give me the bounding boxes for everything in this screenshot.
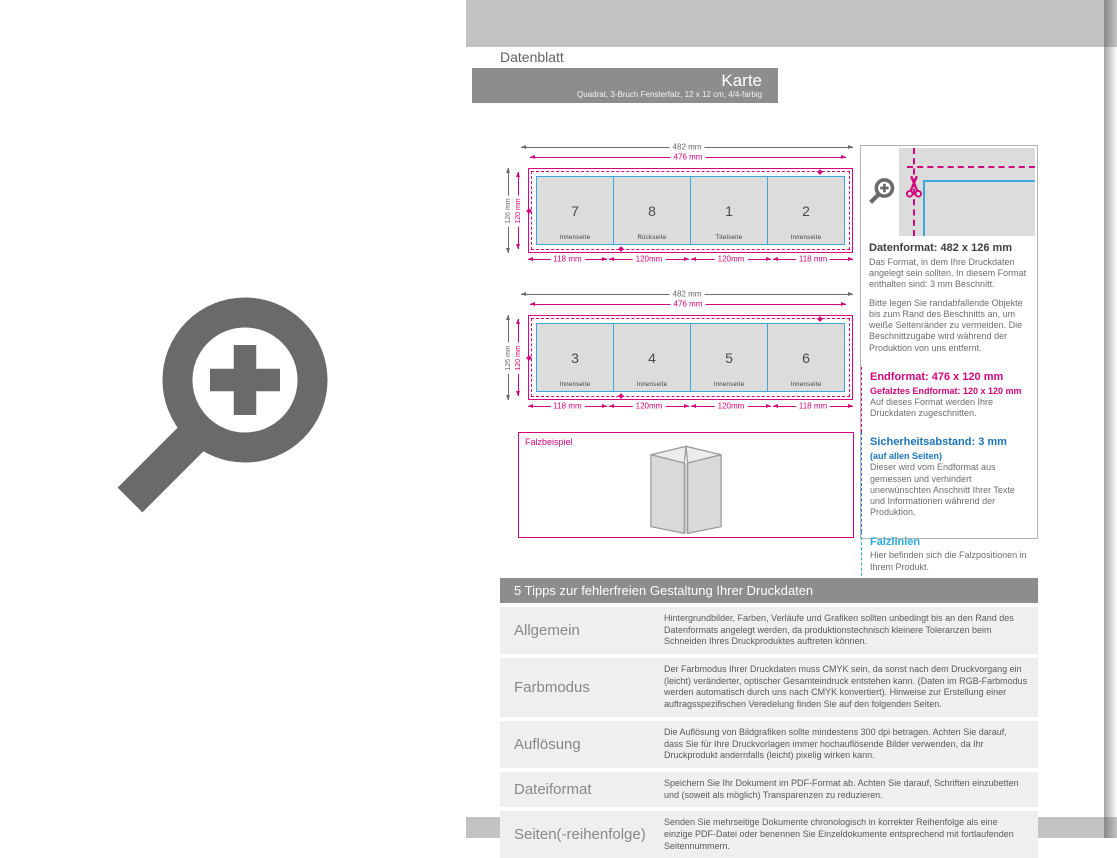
panel-4: [613, 324, 690, 391]
panel-number: 1: [725, 202, 733, 219]
dim-end-height-label: 120 mm: [515, 342, 523, 373]
sicherheitsabstand-subtitle: (auf allen Seiten): [870, 451, 943, 461]
section-datenformat: [861, 238, 1037, 367]
panel-6: [767, 324, 844, 391]
dim-panel-1: [528, 401, 607, 411]
panel-number: 8: [648, 202, 656, 219]
sheet-outline: [528, 168, 853, 253]
endformat-body: Auf dieses Format werden Ihre Druckdaten zugeschnitten.: [870, 396, 994, 418]
section-sicherheitsabstand: [861, 432, 1037, 531]
datenformat-title: Datenformat: 482 x 126 mm: [869, 242, 1013, 254]
dim-panel-4: [773, 401, 853, 411]
tips-section: [500, 578, 1038, 858]
panel-number: 2: [802, 202, 810, 219]
tip-text: Speichern Sie Ihr Dokument im PDF-Format ab. Achten Sie darauf, Schriften einzubetten und (soweit als möglich) Transparenzen zu reduzieren.: [664, 777, 1019, 800]
tip-row-allgemein: [500, 607, 1038, 654]
tip-label: Seiten(-reihenfolge): [514, 826, 646, 844]
safety-area: [536, 176, 845, 245]
endformat-subtitle: Gefalztes Endformat: 120 x 120 mm: [870, 385, 1022, 396]
tip-text: Der Farbmodus Ihrer Druckdaten muss CMYK sein, da sonst nach dem Druckvorgang ein (leicht) veränderter, optischer Gesamteindruck entstehen kann. (Daten im RGB-Farbmodus werden automatisch durch uns nach CMYK konvertiert). Hinweise zur Erstellung einer auftragsspezifischen Veredelung finden Sie auf den folgenden Seiten.: [664, 664, 1028, 710]
dim-panel-1: [528, 254, 607, 264]
datenblatt-tab-label: Datenblatt: [500, 49, 564, 65]
falzbeispiel-box: [518, 432, 854, 538]
tip-label: Allgemein: [514, 622, 580, 640]
datenblatt-tab: [490, 47, 593, 68]
dim-panel-4: [773, 254, 853, 264]
dim-end-width: [530, 299, 846, 309]
dim-panel-2: [609, 401, 689, 411]
sheet-diagram-inside: [505, 287, 855, 419]
dim-total-height-label: 126 mm: [505, 342, 513, 373]
sheet-diagram-outside: [505, 140, 855, 272]
safety-area: [536, 323, 845, 392]
dim-end-height-label: 120 mm: [515, 195, 523, 226]
panel-label: Rückseite: [637, 235, 667, 241]
panel-2: [767, 177, 844, 244]
dim-total-width-label: 482 mm: [670, 144, 705, 153]
datenformat-body1: Das Format, in dem Ihre Druckdaten angelegt sein sollten. In diesem Format enthalten sind: 3 mm Beschnitt.: [869, 256, 1027, 290]
panel-number: 3: [571, 349, 579, 366]
dim-end-width: [530, 152, 846, 162]
panel-number: 7: [571, 202, 579, 219]
tips-header: 5 Tipps zur fehlerfreien Gestaltung Ihrer Druckdaten: [500, 578, 1038, 603]
dim-total-height-label: 126 mm: [505, 195, 513, 226]
sicherheitsabstand-body: Dieser wird vom Endformat aus gemessen und verhindert unerwünschten Anschnitt Ihrer Texte und Informationen während der Produktion.: [870, 462, 1015, 518]
dim-total-height: [505, 315, 513, 400]
tip-label: Auflösung: [514, 735, 581, 753]
dim-panel-label: 118 mm: [550, 256, 584, 265]
dim-total-width-label: 482 mm: [670, 291, 705, 300]
panel-label: Innenseite: [713, 382, 745, 388]
dim-panel-label: 120mm: [715, 256, 748, 265]
dim-panel-label: 120mm: [715, 403, 748, 412]
info-panel: [860, 145, 1038, 572]
panel-7: [537, 177, 613, 244]
falzlinien-body: Hier befinden sich die Falzpositionen in Ihrem Produkt.: [870, 550, 1027, 572]
panel-3: [537, 324, 613, 391]
dim-panel-label: 120mm: [633, 403, 666, 412]
endformat-title: Endformat: 476 x 120 mm: [870, 370, 1004, 383]
falzlinien-title: Falzlinien: [870, 535, 921, 548]
dim-panel-label: 118 mm: [796, 403, 830, 412]
panel-label: Innenseite: [636, 382, 668, 388]
dim-end-height: [515, 319, 523, 396]
dim-panel-2: [609, 254, 689, 264]
gatefold-illustration: [643, 443, 729, 535]
top-gray-band: [466, 0, 1117, 47]
sicherheitsabstand-title: Sicherheitsabstand: 3 mm: [870, 436, 1007, 449]
dim-total-width: [521, 142, 853, 152]
falzbeispiel-label: Falzbeispiel: [525, 437, 573, 447]
detail-corner: [899, 148, 1035, 236]
dim-panel-3: [691, 254, 771, 264]
datenformat-dashed-line: [907, 166, 1035, 168]
tip-text: Senden Sie mehrseitige Dokumente chronologisch in korrekter Reihenfolge als eine einzige PDF-Datei oder benennen Sie Einzeldokumente entsprechend mit fortlaufenden Seitennummern.: [664, 817, 1014, 851]
panel-label: Innenseite: [559, 235, 591, 241]
panel-label: Innenseite: [790, 382, 822, 388]
tip-row-aufloesung: [500, 721, 1038, 768]
tip-text: Die Auflösung von Bildgrafiken sollte mindestens 300 dpi betragen. Achten Sie darauf, dass Sie für Ihre Druckvorlagen immer hochauflösende Bilder verwenden, da Ihr Druckprodukt andernfalls (leicht) pixelig wirken kann.: [664, 726, 1007, 761]
panel-number: 4: [648, 349, 656, 366]
tip-row-farbmodus: [500, 658, 1038, 717]
panel-label: Innenseite: [790, 235, 822, 241]
zoom-plus-icon[interactable]: [100, 280, 350, 530]
sheet-outline: [528, 315, 853, 400]
section-endformat: [861, 367, 1037, 433]
dim-panel-label: 120mm: [633, 256, 666, 265]
scissors-icon: [902, 172, 926, 198]
page-title: Karte: [721, 71, 762, 90]
dim-end-width-label: 476 mm: [671, 301, 706, 310]
panel-number: 5: [725, 349, 733, 366]
safety-line: [923, 180, 1035, 182]
panel-1: [690, 177, 767, 244]
panel-5: [690, 324, 767, 391]
page-shadow: [1104, 0, 1117, 838]
tip-text: Hintergrundbilder, Farben, Verläufe und Grafiken sollten unbedingt bis an den Rand des Datenformats angelegt werden, da produktionstechnisch kleinere Toleranzen beim Schneiden Ihres Druckproduktes auftreten können.: [664, 613, 1014, 647]
zoom-plus-icon-small[interactable]: [867, 176, 897, 206]
datenformat-body2: Bitte legen Sie randabfallende Objekte bis zum Rand des Beschnitts an, um weiße Seitenränder zu vermeiden. Die Beschnittzugabe wird während der Produktion von uns entfernt.: [869, 297, 1023, 353]
panel-label: Titelseite: [715, 235, 743, 241]
dim-total-height: [505, 168, 513, 253]
tip-label: Farbmodus: [514, 678, 590, 696]
dim-end-width-label: 476 mm: [671, 154, 706, 163]
dim-end-height: [515, 172, 523, 249]
dim-panel-label: 118 mm: [796, 256, 830, 265]
dim-total-width: [521, 289, 853, 299]
panel-8: [613, 177, 690, 244]
panel-label: Innenseite: [559, 382, 591, 388]
dim-panel-3: [691, 401, 771, 411]
tip-row-dateiformat: [500, 772, 1038, 807]
dim-panel-label: 118 mm: [550, 403, 584, 412]
bleed-detail-illustration: [863, 148, 1035, 236]
page-subtitle: Quadrat, 3-Bruch Fensterfalz, 12 x 12 cm, 4/4-farbig: [577, 90, 762, 99]
panel-number: 6: [802, 349, 810, 366]
tip-row-seitenreihenfolge: [500, 811, 1038, 858]
tip-label: Dateiformat: [514, 781, 592, 799]
title-bar: [472, 68, 778, 103]
